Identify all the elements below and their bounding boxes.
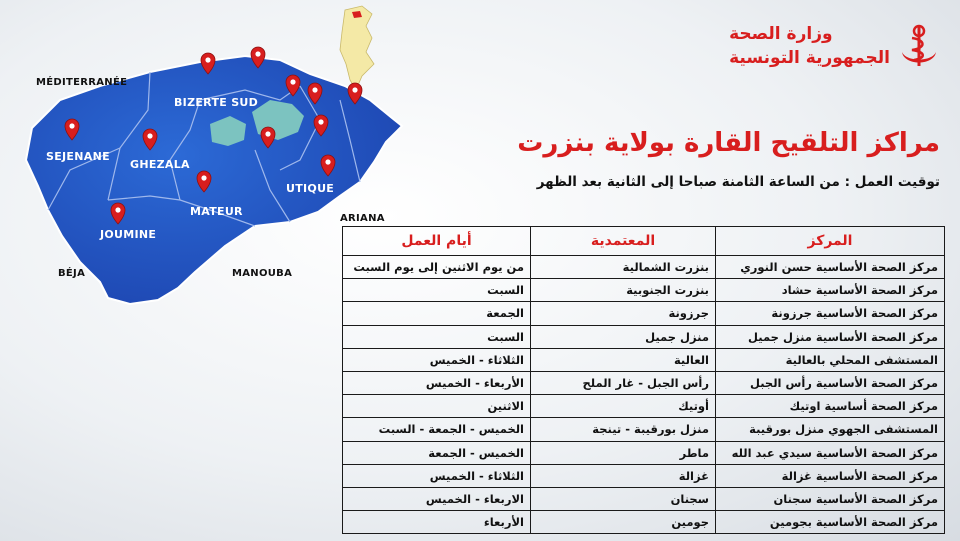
cell-days: الاربعاء - الخميس	[343, 487, 531, 510]
header-centre: المركز	[716, 227, 945, 256]
cell-days: الثلاثاء - الخميس	[343, 348, 531, 371]
cell-delegation: ماطر	[531, 441, 716, 464]
table-row	[343, 487, 945, 510]
cell-delegation: جومين	[531, 511, 716, 534]
cell-delegation: منزل جميل	[531, 325, 716, 348]
cell-centre: مركز الصحة الأساسية حسن النوري	[716, 256, 945, 279]
working-hours: توقيت العمل : من الساعة الثامنة صباحا إلى الثانية بعد الظهر	[536, 174, 940, 190]
table-row	[343, 395, 945, 418]
ministry-name: وزارة الصحة	[729, 24, 833, 44]
cell-days: السبت	[343, 325, 531, 348]
cell-centre: المستشفى الجهوي منزل بورقيبة	[716, 418, 945, 441]
cell-centre: مركز الصحة الأساسية سيدي عبد الله	[716, 441, 945, 464]
table-body	[343, 256, 945, 534]
cell-days: الأربعاء - الخميس	[343, 371, 531, 394]
cell-delegation: جرزونة	[531, 302, 716, 325]
cell-delegation: بنزرت الشمالية	[531, 256, 716, 279]
label-joumine: JOUMINE	[100, 228, 157, 241]
cell-days: الاثنين	[343, 395, 531, 418]
label-ghezala: GHEZALA	[130, 158, 190, 171]
cell-centre: مركز الصحة أساسية اوتيك	[716, 395, 945, 418]
table-row	[343, 348, 945, 371]
table-row	[343, 464, 945, 487]
label-manouba: MANOUBA	[232, 268, 293, 279]
ministry-header	[729, 22, 940, 74]
cell-delegation: سجنان	[531, 487, 716, 510]
cell-centre: مركز الصحة الأساسية غزالة	[716, 464, 945, 487]
label-utique: UTIQUE	[286, 182, 335, 195]
table-row	[343, 302, 945, 325]
cell-delegation: منزل بورقيبة - تينجة	[531, 418, 716, 441]
cell-days: الثلاثاء - الخميس	[343, 464, 531, 487]
cell-centre: مركز الصحة الأساسية سجنان	[716, 487, 945, 510]
republic-name: الجمهورية التونسية	[729, 48, 890, 68]
table-row	[343, 371, 945, 394]
cell-delegation: بنزرت الجنوبية	[531, 279, 716, 302]
table-row	[343, 441, 945, 464]
header-delegation: المعتمدية	[531, 227, 716, 256]
header-days: أيام العمل	[343, 227, 531, 256]
cell-days: الخميس - الجمعة - السبت	[343, 418, 531, 441]
table-row	[343, 418, 945, 441]
cell-delegation: العالية	[531, 348, 716, 371]
cell-centre: المستشفى المحلي بالعالية	[716, 348, 945, 371]
cell-centre: مركز الصحة الأساسية رأس الجبل	[716, 371, 945, 394]
cell-delegation: غزالة	[531, 464, 716, 487]
cell-centre: مركز الصحة الأساسية منزل جميل	[716, 325, 945, 348]
table-row	[343, 325, 945, 348]
label-mateur: MATEUR	[190, 205, 243, 218]
table-row	[343, 256, 945, 279]
label-ariana: ARIANA	[340, 213, 385, 224]
cell-delegation: رأس الجبل - غار الملح	[531, 371, 716, 394]
page-title: مراكز التلقيح القارة بولاية بنزرت	[517, 128, 940, 158]
table-row	[343, 279, 945, 302]
table-header-row	[343, 227, 945, 256]
label-sejenane: SEJENANE	[46, 150, 110, 163]
cell-days: السبت	[343, 279, 531, 302]
cell-centre: مركز الصحة الأساسية جرزونة	[716, 302, 945, 325]
health-ministry-logo	[898, 22, 940, 74]
label-bizerte-sud: BIZERTE SUD	[174, 96, 259, 109]
cell-days: من يوم الاثنين إلى يوم السبت	[343, 256, 531, 279]
cell-days: الجمعة	[343, 302, 531, 325]
vaccination-centres-table	[342, 226, 945, 534]
cell-days: الأربعاء	[343, 511, 531, 534]
tunisia-locator-map	[340, 6, 374, 90]
cell-delegation: أوتيك	[531, 395, 716, 418]
label-mediterranee: MÉDITERRANÉE	[36, 77, 128, 88]
cell-centre: مركز الصحة الأساسية حشاد	[716, 279, 945, 302]
label-beja: BÉJA	[58, 268, 86, 279]
cell-centre: مركز الصحة الأساسية بجومين	[716, 511, 945, 534]
table-row	[343, 511, 945, 534]
cell-days: الخميس - الجمعة	[343, 441, 531, 464]
